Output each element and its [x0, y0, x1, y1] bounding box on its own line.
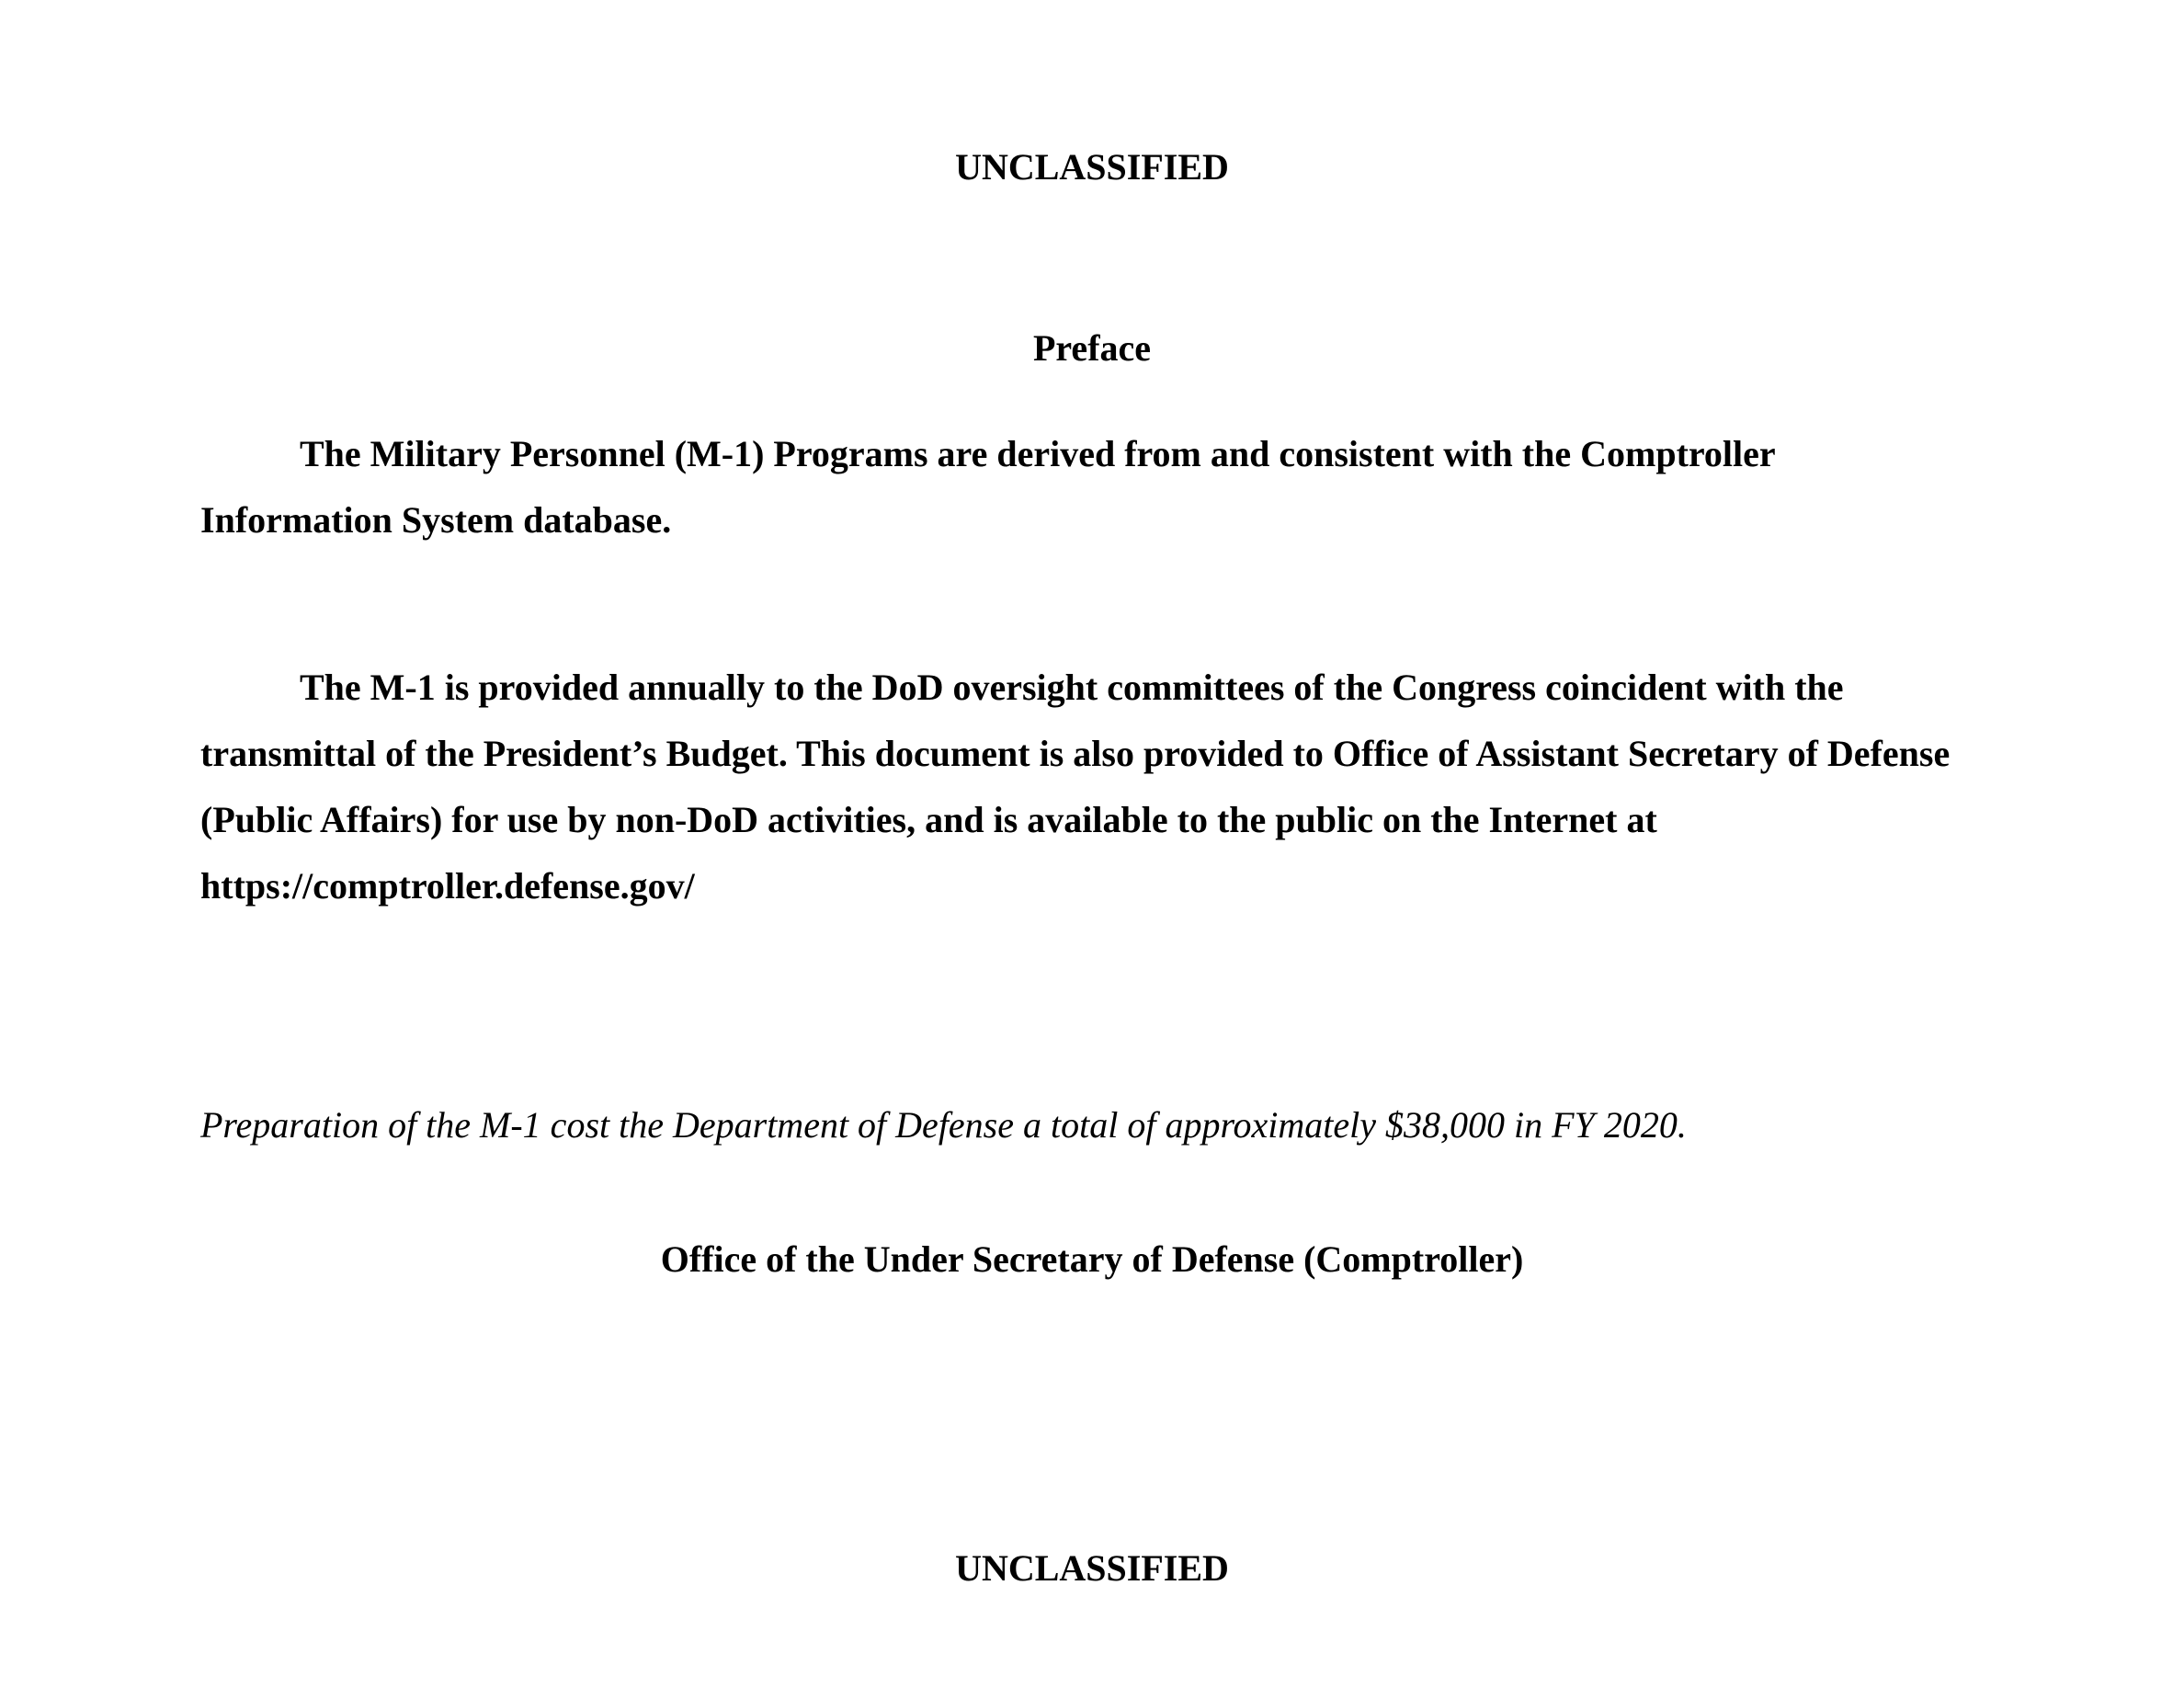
paragraph-m1-distribution: The M-1 is provided annually to the DoD oversight committees of the Congress coincident with the transmittal of the President’s Budget. This document is also provided to Office of Assistant Secretary of Defense (Public Affairs) for use by non-DoD activities, and is available to the public on the Internet at https://comptroller.defense.gov/ — [200, 667, 1951, 907]
cost-note: Preparation of the M-1 cost the Department of Defense a total of approximately $38,000 in FY 2020. — [200, 1104, 1687, 1146]
page-title: Preface — [1032, 327, 1152, 369]
paragraph-m1-source: The Military Personnel (M-1) Programs are derived from and consistent with the Comptroller Information System database. — [200, 433, 1775, 541]
classification-marking-top: UNCLASSIFIED — [955, 146, 1229, 188]
office-name: Office of the Under Secretary of Defense (Comptroller) — [660, 1238, 1524, 1280]
classification-marking-bottom: UNCLASSIFIED — [955, 1547, 1229, 1589]
